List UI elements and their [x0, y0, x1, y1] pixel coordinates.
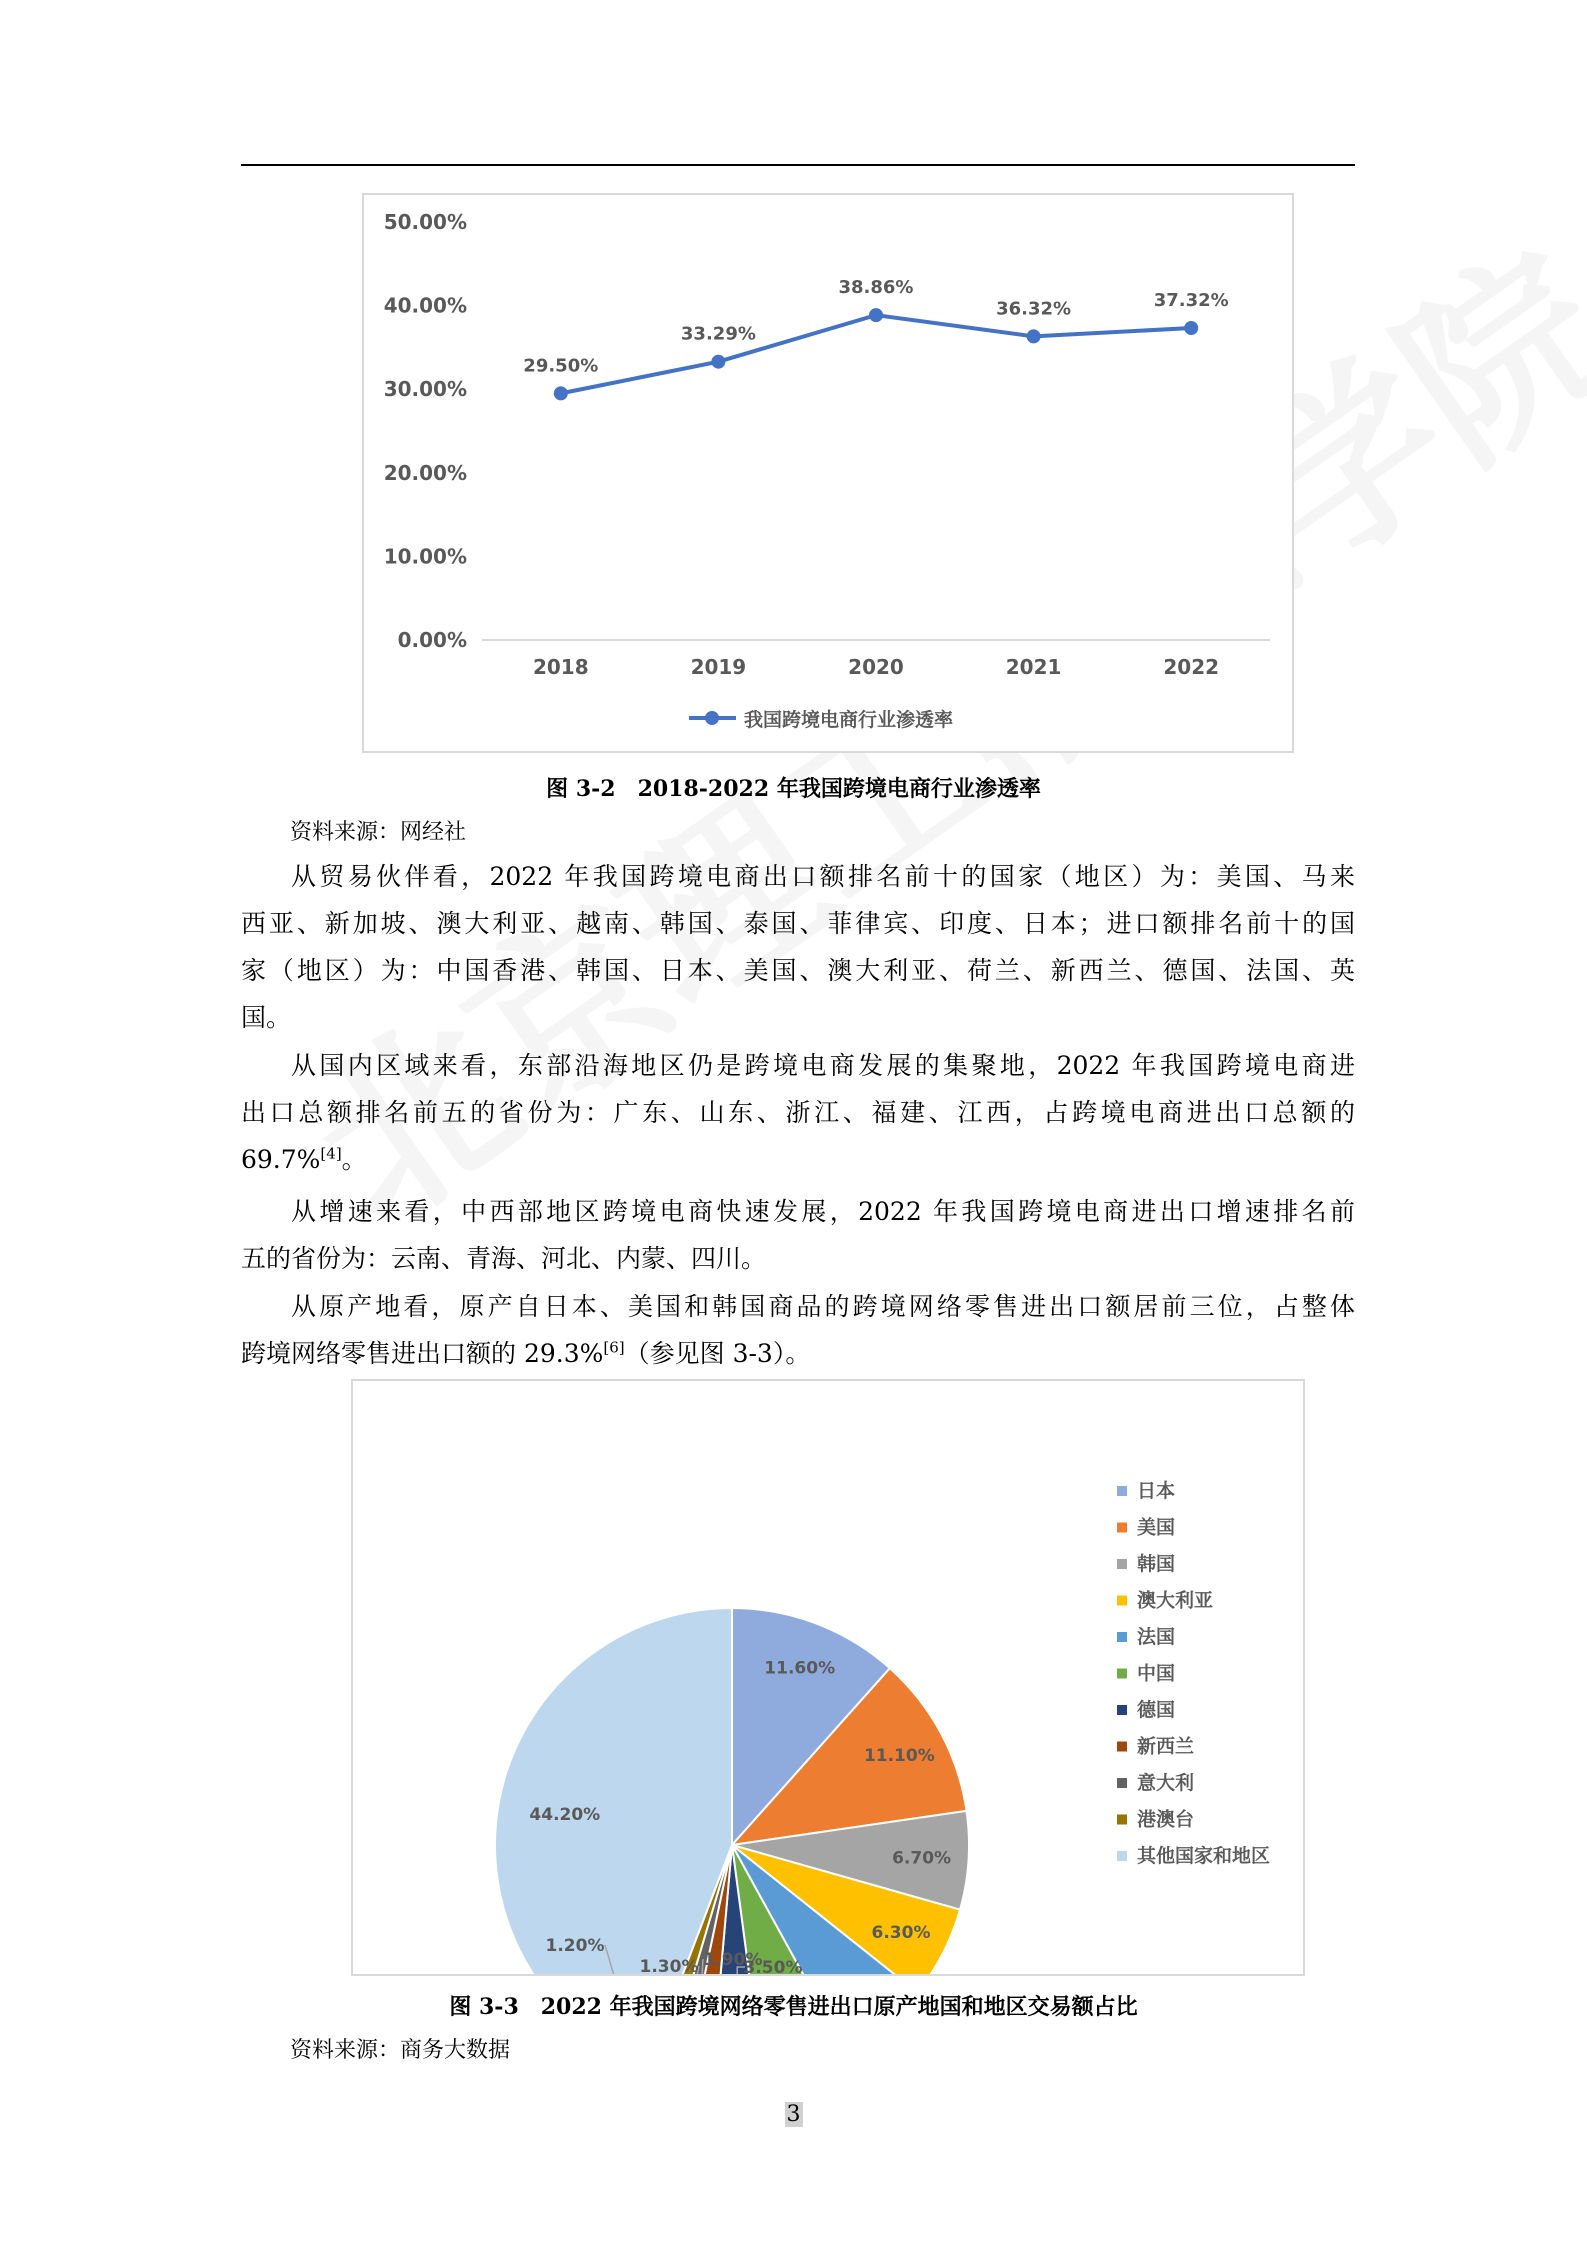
- paragraph-trade-partners: [241, 853, 1355, 1041]
- legend-label: 意大利: [1137, 1772, 1195, 1794]
- legend-label: 日本: [1137, 1480, 1176, 1502]
- slice-label: 6.70%: [892, 1848, 952, 1869]
- legend-label: 德国: [1137, 1699, 1176, 1721]
- legend-label: 我国跨境电商行业渗透率: [744, 709, 954, 731]
- caption-text: 2018-2022 年我国跨境电商行业渗透率: [637, 776, 1041, 802]
- page-number: 3: [786, 2102, 801, 2127]
- data-label: 29.50%: [523, 355, 599, 377]
- paragraph-line: 从原产地看，原产自日本、美国和韩国商品的跨境网络零售进出口额居前三位，占整体: [291, 1292, 1355, 1321]
- legend-swatch: [1117, 1815, 1127, 1825]
- pie-chart-svg: [353, 1381, 1303, 1974]
- paragraph-line: 西亚、新加坡、澳大利亚、越南、韩国、泰国、菲律宾、印度、日本；进口额排名前十的国: [241, 909, 1355, 938]
- legend-swatch: [1117, 1778, 1127, 1788]
- slice-label: 6.30%: [871, 1922, 931, 1943]
- legend-label: 其他国家和地区: [1137, 1845, 1271, 1867]
- paragraph-text: 。: [341, 1145, 367, 1174]
- y-tick-label: 0.00%: [397, 628, 467, 652]
- paragraph-line: 国。: [241, 1003, 292, 1032]
- paragraph-text: 跨境网络零售进出口额的 29.3%: [241, 1339, 604, 1368]
- slice-label: 3.50%: [743, 1958, 803, 1974]
- figure-3-3-caption: [0, 1990, 1587, 2021]
- legend-point-marker: [705, 711, 719, 725]
- y-tick-label: 30.00%: [383, 377, 467, 402]
- data-label: 36.32%: [996, 298, 1072, 320]
- caption-number: 图 3-3: [449, 1994, 519, 2020]
- x-tick-label: 2020: [848, 655, 904, 679]
- legend-swatch: [1117, 1851, 1127, 1861]
- y-tick-label: 20.00%: [383, 460, 467, 485]
- data-label: 33.29%: [680, 323, 756, 345]
- x-tick-label: 2018: [532, 655, 589, 679]
- data-label: 38.86%: [838, 277, 914, 299]
- data-label: 37.32%: [1153, 290, 1229, 312]
- legend-swatch: [1117, 1742, 1127, 1752]
- legend-label: 美国: [1137, 1516, 1176, 1539]
- slice-label: 1.90%: [703, 1950, 763, 1970]
- figure-3-2-line-chart: [362, 193, 1294, 753]
- paragraph-line: 从增速来看，中西部地区跨境电商快速发展，2022 年我国跨境电商进出口增速排名前: [291, 1197, 1355, 1226]
- legend-label: 中国: [1137, 1662, 1176, 1685]
- slice-label: 11.60%: [764, 1658, 836, 1679]
- y-tick-label: 50.00%: [383, 210, 467, 234]
- legend-label: 港澳台: [1137, 1808, 1195, 1831]
- pie-slice: [495, 1608, 732, 1974]
- data-point: [711, 355, 725, 369]
- y-tick-label: 40.00%: [383, 293, 467, 318]
- paragraph-line: 家（地区）为：中国香港、韩国、日本、美国、澳大利亚、荷兰、新西兰、德国、法国、英: [241, 956, 1355, 985]
- legend-swatch: [1117, 1632, 1127, 1642]
- paragraph-growth: [241, 1188, 1355, 1282]
- x-tick-label: 2019: [690, 655, 747, 679]
- slice-label: 11.10%: [863, 1746, 935, 1767]
- legend-label: 新西兰: [1137, 1735, 1195, 1758]
- header-rule: [241, 164, 1355, 166]
- citation-ref[interactable]: [6]: [603, 1338, 625, 1357]
- series-line: [561, 315, 1191, 393]
- legend-swatch: [1117, 1486, 1127, 1496]
- paragraph-line: 出口总额排名前五的省份为：广东、山东、浙江、福建、江西，占跨境电商进出口总额的: [241, 1098, 1355, 1127]
- paragraph-line: 从贸易伙伴看，2022 年我国跨境电商出口额排名前十的国家（地区）为：美国、马来: [291, 862, 1355, 891]
- x-tick-label: 2021: [1005, 655, 1062, 679]
- figure-3-2-source: 资料来源：网经社: [290, 820, 467, 845]
- paragraph-line: 五的省份为：云南、青海、河北、内蒙、四川。: [241, 1244, 767, 1273]
- caption-number: 图 3-2: [546, 776, 616, 802]
- x-tick-label: 2022: [1163, 655, 1220, 679]
- legend-swatch: [1117, 1559, 1127, 1569]
- legend-swatch: [1117, 1669, 1127, 1679]
- slice-label: 1.20%: [545, 1936, 605, 1956]
- slice-label: 1.30%: [639, 1957, 699, 1974]
- legend-swatch: [1117, 1523, 1127, 1533]
- paragraph-line: 从国内区域来看，东部沿海地区仍是跨境电商发展的集聚地，2022 年我国跨境电商进: [291, 1051, 1355, 1080]
- paragraph-line-with-ref: [241, 1136, 1355, 1183]
- paragraph-regions: [241, 1042, 1355, 1183]
- figure-3-2-caption: [0, 772, 1587, 803]
- legend-swatch: [1117, 1596, 1127, 1606]
- data-point: [1027, 329, 1041, 343]
- data-point: [1184, 321, 1198, 335]
- data-point: [869, 308, 883, 322]
- paragraph-text: 69.7%: [241, 1145, 321, 1174]
- paragraph-origin: [241, 1283, 1355, 1377]
- figure-3-3-pie-chart: [351, 1379, 1305, 1976]
- slice-label: 44.20%: [529, 1805, 601, 1826]
- legend-label: 法国: [1137, 1626, 1176, 1648]
- paragraph-text: （参见图 3-3）。: [624, 1339, 811, 1368]
- paragraph-line-with-ref: [241, 1330, 1355, 1377]
- legend-label: 韩国: [1137, 1553, 1176, 1575]
- legend-label: 澳大利亚: [1137, 1589, 1214, 1612]
- line-chart-svg: [364, 195, 1292, 751]
- data-point: [554, 386, 568, 400]
- caption-text: 2022 年我国跨境网络零售进出口原产地国和地区交易额占比: [540, 1994, 1138, 2020]
- citation-ref[interactable]: [4]: [320, 1144, 342, 1163]
- figure-3-3-source: 资料来源：商务大数据: [290, 2038, 511, 2063]
- y-tick-label: 10.00%: [383, 544, 467, 569]
- legend-swatch: [1117, 1705, 1127, 1715]
